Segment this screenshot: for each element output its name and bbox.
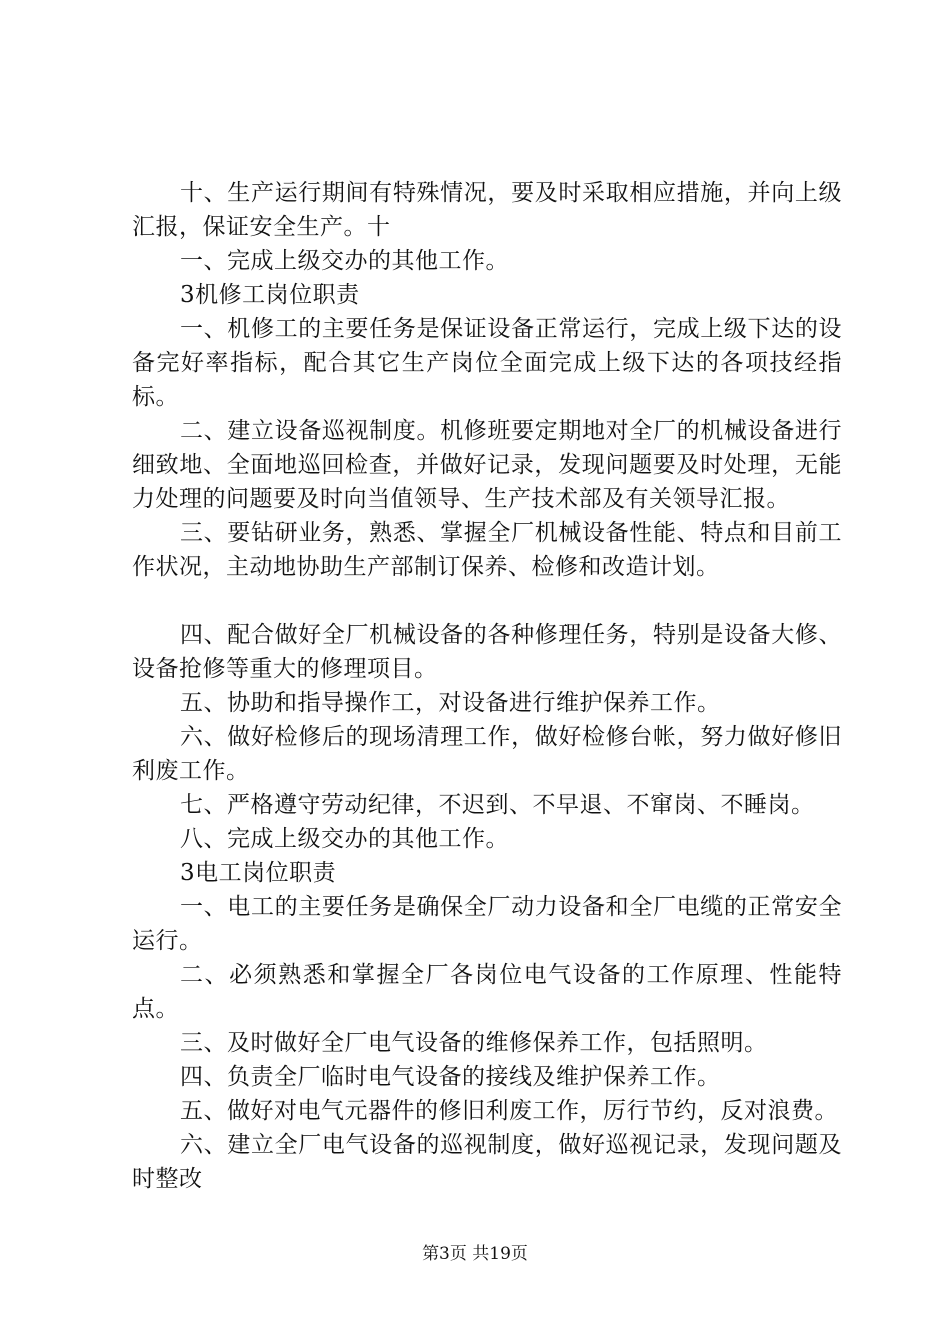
paragraph: 二、必须熟悉和掌握全厂各岗位电气设备的工作原理、性能特点。 xyxy=(132,962,842,1022)
paragraph: 二、建立设备巡视制度。机修班要定期地对全厂的机械设备进行细致地、全面地巡回检查，并做好记录，发现问题要及时处理，无能力处理的问题要及时向当值领导、生产技术部及有关领导汇报。 xyxy=(132,418,842,512)
paragraph: 四、负责全厂临时电气设备的接线及维护保养工作。 xyxy=(180,1064,721,1090)
paragraph: 三、及时做好全厂电气设备的维修保养工作，包括照明。 xyxy=(180,1030,768,1056)
paragraph: 三、要钻研业务，熟悉、掌握全厂机械设备性能、特点和目前工作状况，主动地协助生产部制订保养、检修和改造计划。 xyxy=(132,520,842,580)
paragraph: 一、完成上级交办的其他工作。 xyxy=(180,248,509,274)
paragraph: 五、做好对电气元器件的修旧利废工作，厉行节约，反对浪费。 xyxy=(180,1098,838,1124)
paragraph: 六、做好检修后的现场清理工作，做好检修台帐，努力做好修旧利废工作。 xyxy=(132,724,842,784)
paragraph: 七、严格遵守劳动纪律，不迟到、不早退、不窜岗、不睡岗。 xyxy=(180,792,815,818)
document-body xyxy=(132,176,842,1196)
paragraph: 十、生产运行期间有特殊情况，要及时采取相应措施，并向上级汇报，保证安全生产。十 xyxy=(132,180,842,240)
paragraph: 四、配合做好全厂机械设备的各种修理任务，特别是设备大修、设备抢修等重大的修理项目。 xyxy=(132,622,842,682)
paragraph: 六、建立全厂电气设备的巡视制度，做好巡视记录，发现问题及时整改 xyxy=(132,1132,842,1192)
paragraph: 一、机修工的主要任务是保证设备正常运行，完成上级下达的设备完好率指标，配合其它生产岗位全面完成上级下达的各项技经指标。 xyxy=(132,316,842,410)
paragraph: 一、电工的主要任务是确保全厂动力设备和全厂电缆的正常安全运行。 xyxy=(132,894,842,954)
section-heading: 3机修工岗位职责 xyxy=(180,282,360,308)
paragraph: 五、协助和指导操作工，对设备进行维护保养工作。 xyxy=(180,690,721,716)
page-footer: 第3页 共19页 xyxy=(422,1244,528,1264)
paragraph: 八、完成上级交办的其他工作。 xyxy=(180,826,509,852)
section-heading: 3电工岗位职责 xyxy=(180,860,337,886)
